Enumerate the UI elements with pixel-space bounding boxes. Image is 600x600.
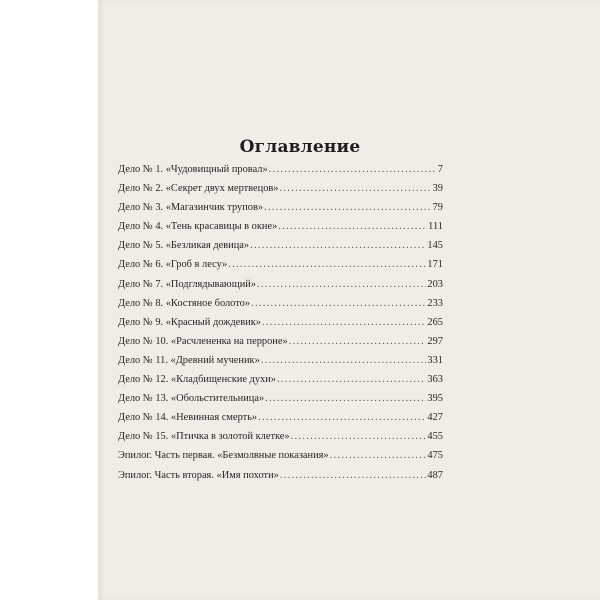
toc-entry <box>118 317 443 336</box>
toc-entry <box>118 164 443 183</box>
dot-leader <box>257 279 426 290</box>
toc-entry <box>118 393 443 412</box>
toc-entry-page-number: 111 <box>428 221 443 233</box>
toc-entry-label: Дело № 7. «Подглядывающий» <box>118 278 257 290</box>
toc-entry <box>118 374 443 393</box>
toc-entry <box>118 431 443 450</box>
toc-entry <box>118 470 443 489</box>
toc-entry-page-number: 475 <box>427 450 443 462</box>
dot-leader <box>330 450 427 461</box>
dot-leader <box>258 412 426 423</box>
toc-entry-label: Дело № 2. «Секрет двух мертвецов» <box>118 183 279 195</box>
toc-entry <box>118 279 443 298</box>
dot-leader <box>265 393 426 404</box>
toc-list <box>118 164 443 489</box>
toc-entry-page-number: 331 <box>427 354 443 366</box>
dot-leader <box>269 164 437 175</box>
dot-leader <box>289 336 427 347</box>
toc-entry <box>118 412 443 431</box>
toc-entry-page-number: 487 <box>427 469 443 481</box>
toc-entry-label: Дело № 1. «Чудовищный провал» <box>118 164 268 175</box>
toc-entry-label: Дело № 5. «Безликая девица» <box>118 240 250 252</box>
toc-entry-page-number: 171 <box>427 259 443 271</box>
toc-entry <box>118 259 443 278</box>
toc-entry-page-number: 297 <box>427 335 443 347</box>
toc-entry <box>118 183 443 202</box>
toc-entry <box>118 202 443 221</box>
dot-leader <box>277 374 426 385</box>
toc-entry-label: Дело № 8. «Костяное болото» <box>118 297 251 309</box>
dot-leader <box>280 470 427 481</box>
toc-entry-page-number: 7 <box>437 164 443 175</box>
toc-entry-page-number: 395 <box>427 393 443 405</box>
toc-entry-page-number: 265 <box>427 316 443 328</box>
toc-entry-page-number: 39 <box>432 183 443 195</box>
dot-leader <box>278 221 427 232</box>
toc-entry <box>118 336 443 355</box>
toc-entry-label: Дело № 3. «Магазинчик трупов» <box>118 202 264 214</box>
toc-entry-label: Дело № 13. «Обольстительница» <box>118 393 265 405</box>
dot-leader <box>280 183 432 194</box>
toc-entry-label: Дело № 9. «Красный дождевик» <box>118 316 261 328</box>
dot-leader <box>291 431 427 442</box>
toc-entry-label: Эпилог. Часть вторая. «Имя похоти» <box>118 469 279 481</box>
dot-leader <box>251 298 426 309</box>
toc-entry-page-number: 363 <box>427 374 443 386</box>
toc-entry <box>118 298 443 317</box>
dot-leader <box>264 202 432 213</box>
toc-entry-label: Эпилог. Часть первая. «Безмолвные показания» <box>118 450 329 462</box>
toc-entry-label: Дело № 15. «Птичка в золотой клетке» <box>118 431 290 443</box>
toc-title: Оглавление <box>239 137 361 157</box>
toc-entry <box>118 450 443 469</box>
toc-entry-label: Дело № 11. «Древний мученик» <box>118 354 260 366</box>
toc-entry-page-number: 145 <box>427 240 443 252</box>
toc-entry-page-number: 203 <box>427 278 443 290</box>
dot-leader <box>261 355 427 366</box>
toc-entry <box>118 355 443 374</box>
toc-entry-label: Дело № 4. «Тень красавицы в окне» <box>118 221 278 233</box>
toc-entry-page-number: 233 <box>427 297 443 309</box>
toc-entry-label: Дело № 10. «Расчлененка на перроне» <box>118 335 288 347</box>
toc-entry-label: Дело № 12. «Кладбищенские духи» <box>118 374 276 386</box>
toc-entry-page-number: 427 <box>427 412 443 424</box>
dot-leader <box>250 240 426 251</box>
toc-entry <box>118 221 443 240</box>
dot-leader <box>262 317 426 328</box>
dot-leader <box>228 259 426 270</box>
toc-entry-label: Дело № 6. «Гроб в лесу» <box>118 259 228 271</box>
toc-entry-label: Дело № 14. «Невинная смерть» <box>118 412 258 424</box>
toc-entry-page-number: 455 <box>427 431 443 443</box>
toc-entry-page-number: 79 <box>432 202 443 214</box>
toc-entry <box>118 240 443 259</box>
